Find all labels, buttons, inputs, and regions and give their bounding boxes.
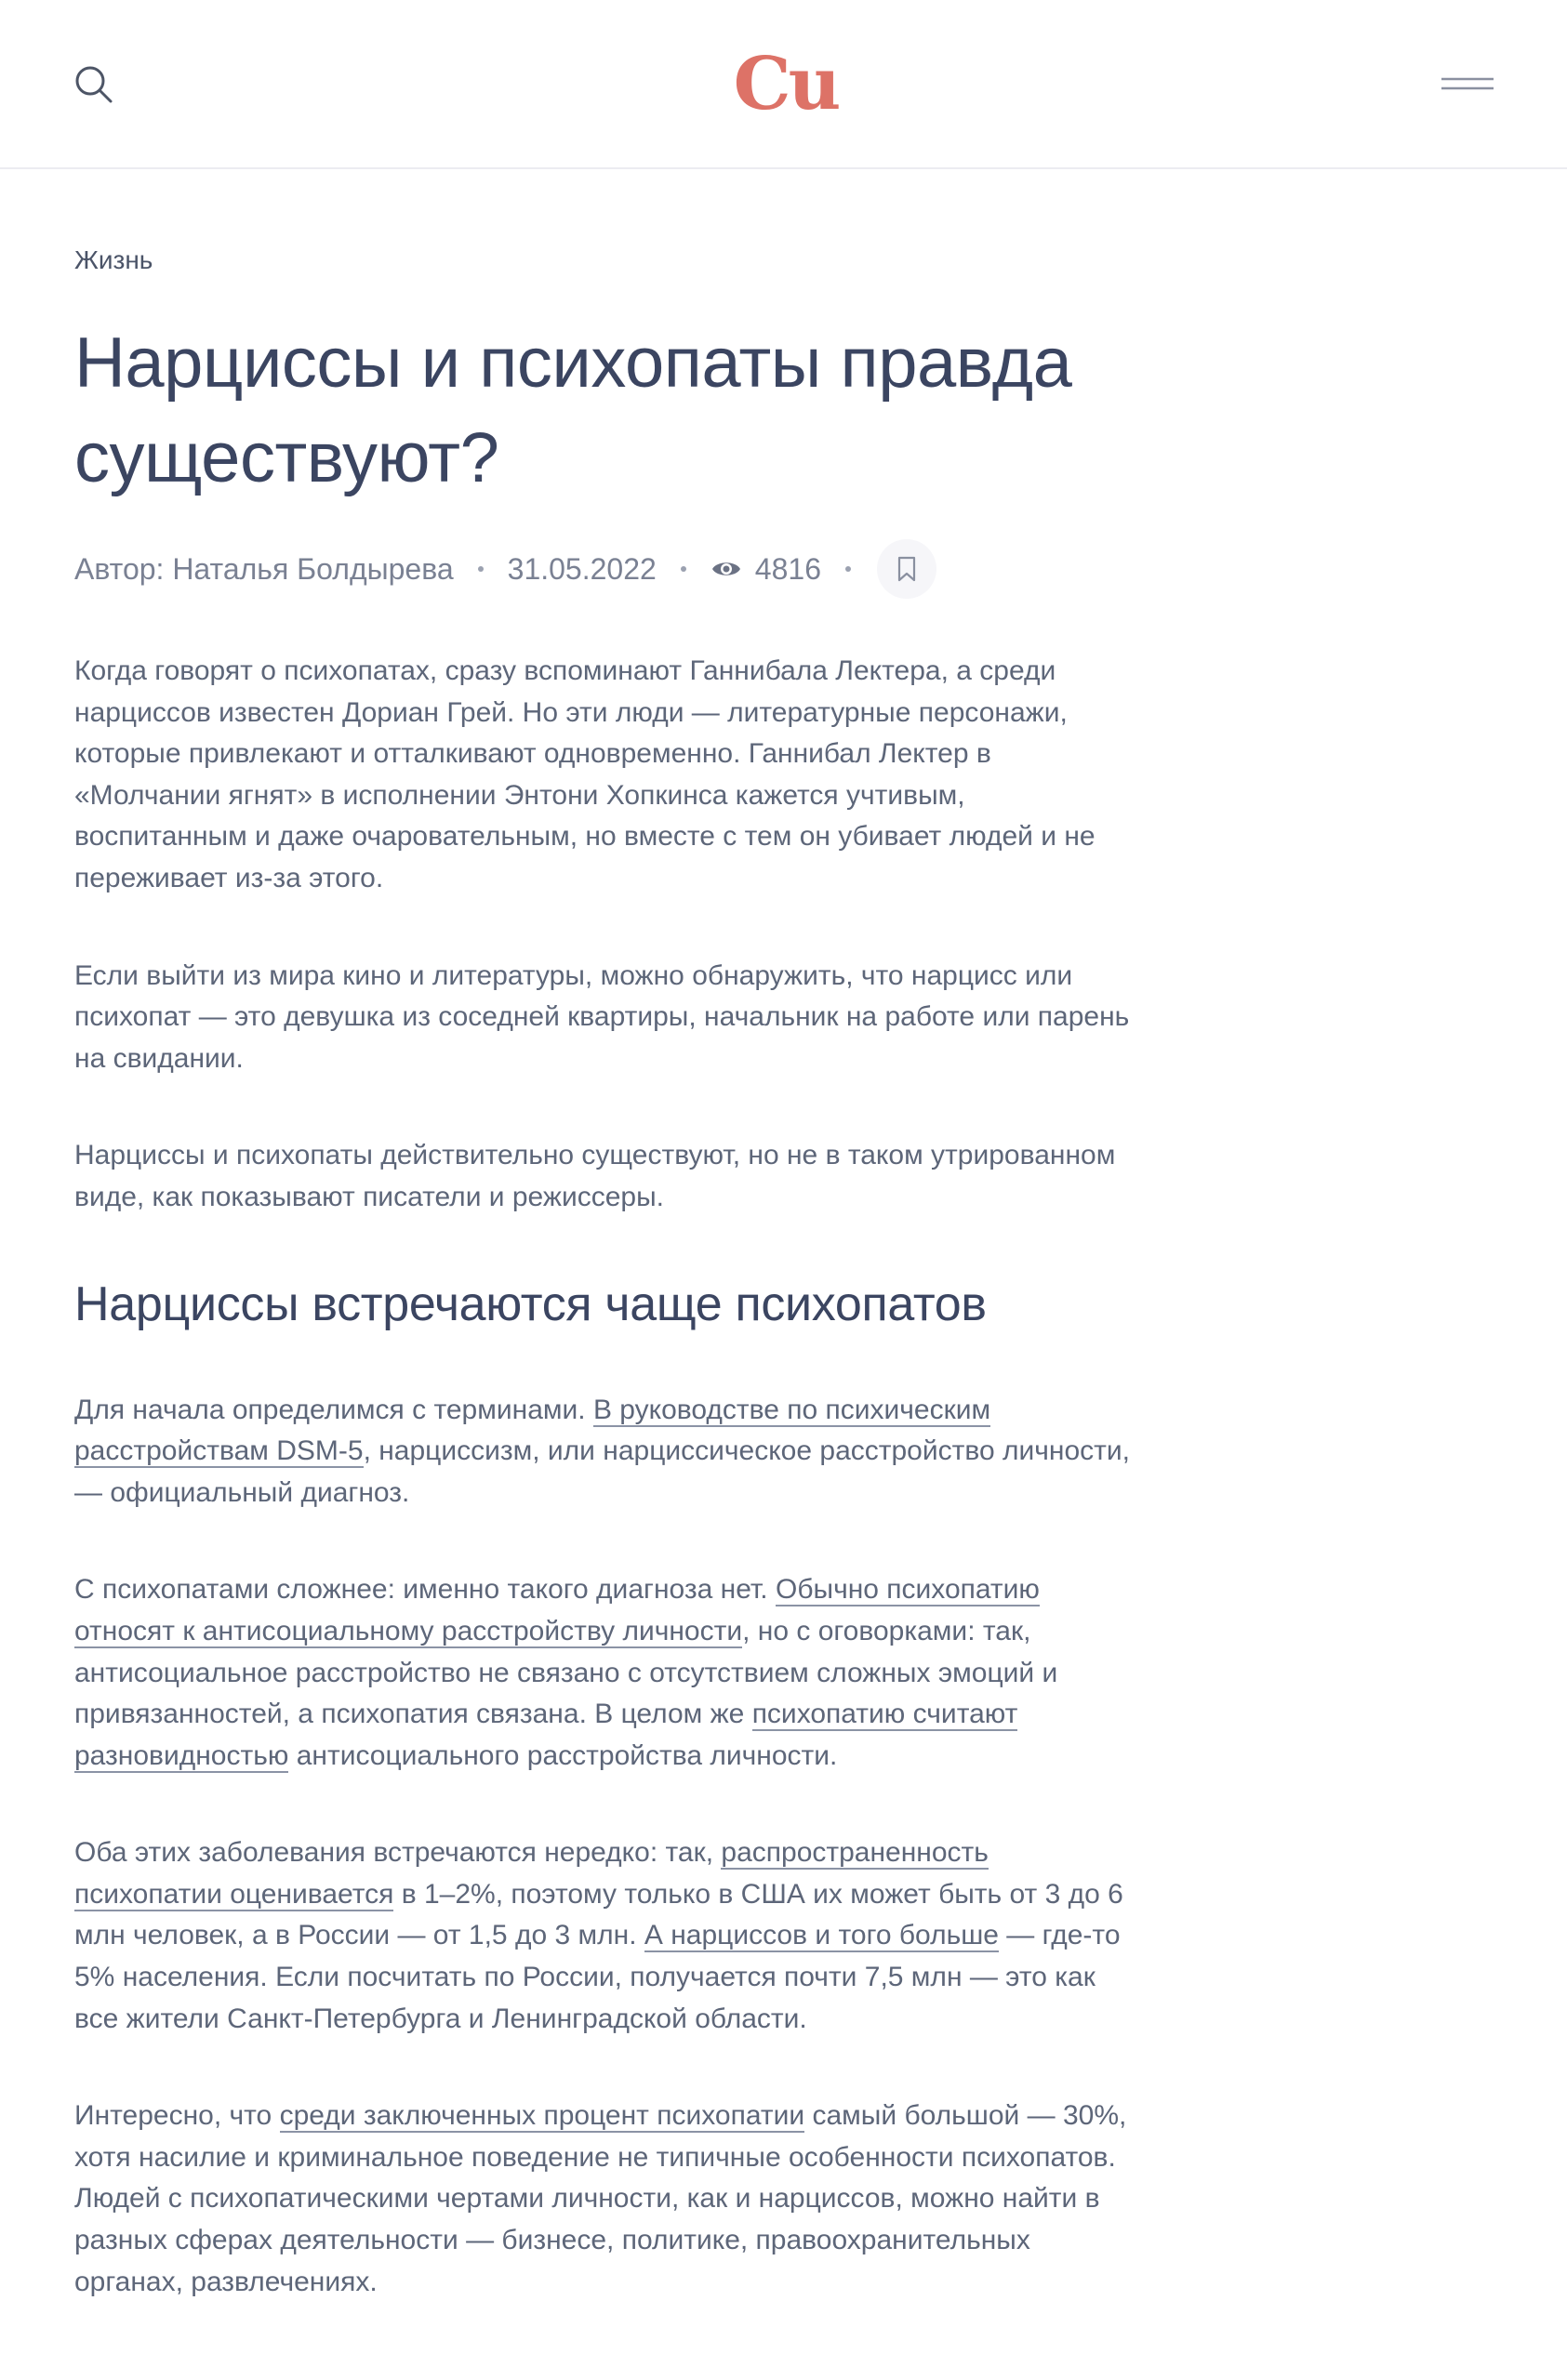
- category-link[interactable]: Жизнь: [74, 245, 153, 274]
- paragraph-text: — где-то 5% населения. Если посчитать по России, получается почти 7,5 млн — это как все жители Санкт-Петербурга и Ленинградской области.: [74, 1920, 1121, 2034]
- paragraph: Нарциссы и психопаты действительно существуют, но не в таком утрированном виде, как показывают писатели и режиссеры.: [74, 1140, 1116, 1212]
- paragraph-text: , нарциссизм, или нарциссическое расстройство личности, — официальный диагноз.: [74, 1435, 1130, 1508]
- antisocial-disorder-link[interactable]: Обычно психопатию относят к антисоциальному расстройству личности: [74, 1574, 1040, 1646]
- paragraph: Если выйти из мира кино и литературы, можно обнаружить, что нарцисс или психопат — это девушка из соседней квартиры, начальник на работе или парень на свидании.: [74, 959, 1130, 1074]
- narcissists-prevalence-link[interactable]: А нарциссов и того больше: [644, 1920, 999, 1951]
- paragraph: [74, 2096, 1135, 2303]
- paragraph-text: антисоциального расстройства личности.: [288, 1739, 838, 1771]
- meta-separator: [845, 566, 851, 572]
- author-link[interactable]: Автор: Наталья Болдырева: [74, 551, 454, 586]
- psychopathy-variety-link[interactable]: психопатию считают разновидностью: [74, 1699, 1018, 1771]
- logo-text: Cu: [733, 42, 839, 126]
- site-header: [0, 0, 1567, 169]
- hamburger-menu-icon: [1440, 67, 1497, 100]
- dsm5-link[interactable]: В руководстве по психическим расстройствам DSM-5: [74, 1394, 991, 1467]
- article: [74, 242, 1135, 2359]
- paragraph-text: , но с оговорками: так, антисоциальное расстройство не связано с отсутствием сложных эмоций и привязанностей, а психопатия связана. В целом же: [74, 1615, 1058, 1730]
- article-meta: [74, 539, 1135, 599]
- section-heading: Нарциссы встречаются чаще психопатов: [74, 1276, 987, 1331]
- publish-date: 31.05.2022: [507, 551, 657, 586]
- paragraph: [74, 1832, 1135, 2040]
- prisoners-psychopathy-link[interactable]: среди заключенных процент психопатии: [279, 2100, 805, 2132]
- paragraph: [74, 1390, 1135, 1514]
- paragraph: [74, 1569, 1135, 1777]
- paragraph-text: Интересно, что: [74, 2100, 280, 2132]
- paragraph-text: С психопатами сложнее: именно такого диагноза нет.: [74, 1574, 776, 1606]
- menu-button[interactable]: [1440, 67, 1497, 100]
- search-icon: [71, 61, 117, 108]
- article-title: Нарциссы и психопаты правда существуют?: [74, 324, 1072, 497]
- search-button[interactable]: [71, 61, 117, 108]
- paragraph: Когда говорят о психопатах, сразу вспоминают Ганнибала Лектера, а среди нарциссов известен Дориан Грей. Но эти люди — литературные персонажи, которые привлекают и отталкивают одновременно. Ганнибал Лектер в «Молчании ягнят» в исполнении Энтони Хопкинса кажется учтивым, воспитанным и даже очаровательным, но вместе с тем он убивает людей и не переживает из-за этого.: [74, 655, 1096, 893]
- paragraph-text: самый большой — 30%, хотя насилие и криминальное поведение не типичные особенности психопатов. Людей с психопатическими чертами личности, как и нарциссов, можно найти в разных сферах деятельности — бизнесе, политике, правоохранительных органах, развлечениях.: [74, 2100, 1127, 2297]
- eye-icon: [710, 558, 742, 580]
- site-logo[interactable]: [716, 33, 856, 136]
- bookmark-button[interactable]: [877, 539, 936, 599]
- meta-separator: [681, 566, 686, 572]
- meta-separator: [478, 566, 484, 572]
- views-counter: [710, 552, 821, 587]
- article-body: [74, 651, 1135, 2303]
- psychopathy-prevalence-link[interactable]: распространенность психопатии оценивается: [74, 1837, 989, 1910]
- paragraph-text: Оба этих заболевания встречаются нередко: так,: [74, 1837, 722, 1869]
- paragraph-text: Для начала определимся с терминами.: [74, 1394, 593, 1425]
- views-count: 4816: [754, 551, 821, 586]
- paragraph-text: в 1–2%, поэтому только в США их может быть от 3 до 6 млн человек, а в России — от 1,5 до 3 млн.: [74, 1878, 1123, 1951]
- bookmark-icon: [896, 555, 918, 583]
